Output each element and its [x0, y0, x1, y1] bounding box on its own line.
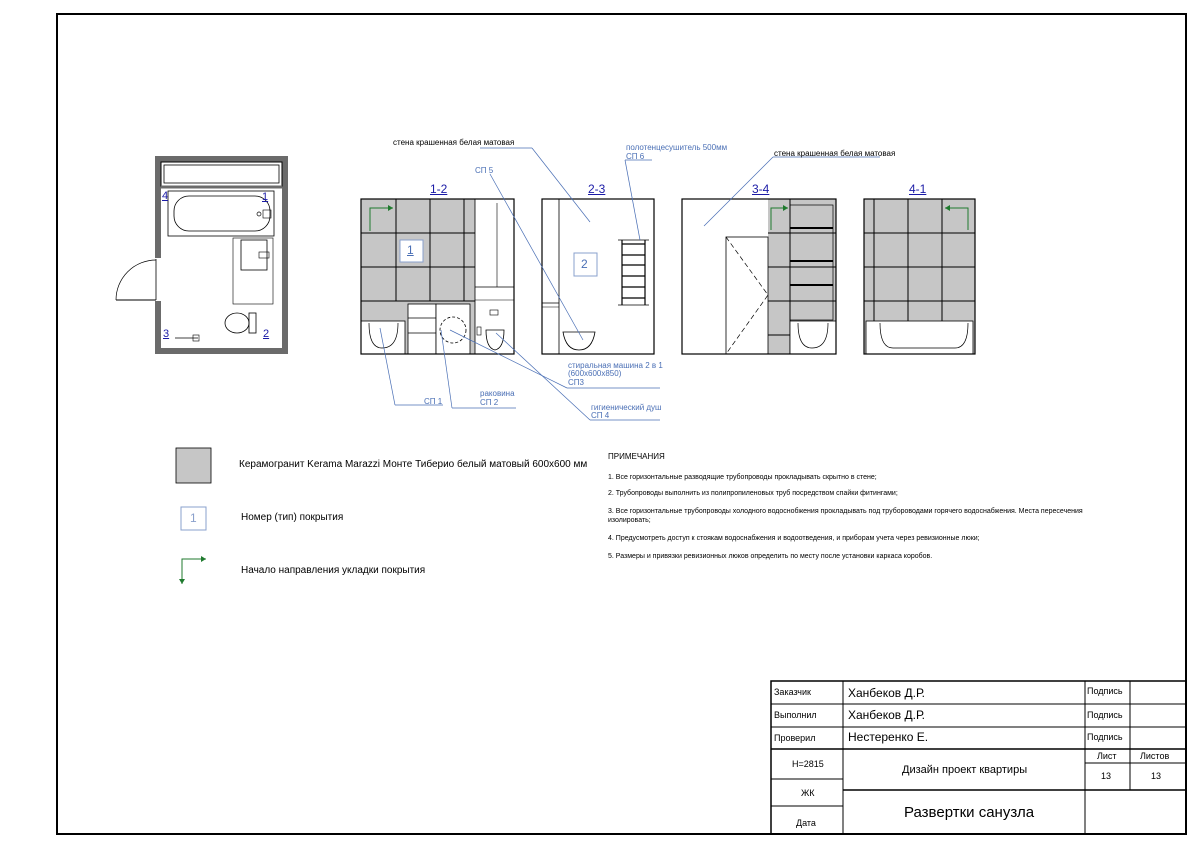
view-title-2-3: 2-3 — [588, 182, 606, 196]
legend-tile-label: Керамогранит Kerama Marazzi Монте Тиберио белый матовый 600х600 мм — [239, 459, 588, 470]
plan-marker-3: 3 — [163, 328, 170, 340]
callout-sink-2: СП 2 — [480, 398, 499, 407]
callout-shower-2: СП 4 — [591, 411, 610, 420]
note-3-cont: изолировать; — [608, 517, 651, 524]
plan-marker-1: 1 — [262, 191, 269, 203]
callout-wall-paint-2: стена крашенная белая матовая — [774, 149, 896, 158]
complex-label: ЖК — [801, 788, 815, 798]
customer-label: Заказчик — [774, 687, 811, 697]
performed-sign-label: Подпись — [1087, 710, 1123, 720]
checked-label: Проверил — [774, 733, 816, 743]
elevation-2-3 — [542, 199, 654, 354]
note-4: 4. Предусмотреть доступ к стоякам водоснабжения и водоотведения, и приборам учета через ревизионные люки; — [608, 535, 980, 542]
view-title-3-4: 3-4 — [752, 182, 770, 196]
callout-wall-paint-1: стена крашенная белая матовая — [393, 138, 515, 147]
sheet-label: Лист — [1097, 751, 1117, 761]
callout-sp5: СП 5 — [475, 166, 494, 175]
date-label: Дата — [796, 818, 816, 828]
checked-name: Нестеренко Е. — [848, 730, 929, 744]
note-5: 5. Размеры и привязки ревизионных люков определить по месту после установки каркаса коробов. — [608, 553, 933, 560]
customer-name: Ханбеков Д.Р. — [848, 686, 926, 700]
notes-title: ПРИМЕЧАНИЯ — [608, 452, 665, 461]
elevation-3-4 — [682, 199, 836, 354]
customer-sign-label: Подпись — [1087, 686, 1123, 696]
view-title-1-2: 1-2 — [430, 182, 448, 196]
performed-name: Ханбеков Д.Р. — [848, 708, 926, 722]
sheets-label: Листов — [1140, 751, 1170, 761]
callout-washer-2: (600х600х850) — [568, 369, 622, 378]
legend-type-number: 1 — [190, 511, 197, 525]
callout-towel-dryer-1: полотенцесушитель 500мм — [626, 143, 728, 152]
plan-marker-2: 2 — [263, 328, 270, 340]
cover-number-1: 1 — [407, 243, 414, 257]
sheet-number: 13 — [1101, 771, 1112, 781]
callout-towel-dryer-2: СП 6 — [626, 152, 645, 161]
note-3: 3. Все горизонтальные трубопроводы холодного водоснобжения прокладывать под трубороводами горячего водоснабжения. Места пересечения — [608, 508, 1083, 515]
project-name: Дизайн проект квартиры — [902, 764, 1028, 776]
callout-washer-1: стиральная машина 2 в 1 — [568, 361, 663, 370]
sheet-frame — [57, 14, 1186, 834]
legend-tile-swatch — [176, 448, 211, 483]
plan-marker-4: 4 — [162, 190, 169, 202]
callout-washer-3: СП3 — [568, 378, 584, 387]
height-value: Н=2815 — [792, 759, 824, 769]
floor-plan — [116, 156, 288, 354]
performed-label: Выполнил — [774, 710, 817, 720]
sheets-count: 13 — [1151, 771, 1162, 781]
elevation-1-2 — [361, 199, 514, 354]
note-2: 2. Трубопроводы выполнить из полипропиленовых труб посредством спайки фитингами; — [608, 490, 898, 497]
legend-direction-label: Начало направления укладки покрытия — [241, 565, 426, 576]
cover-number-2: 2 — [581, 257, 588, 271]
callout-sink-1: раковина — [480, 389, 515, 398]
note-1: 1. Все горизонтальные разводящие трубопроводы прокладывать скрытно в стене; — [608, 474, 877, 481]
legend-direction-arrow — [179, 556, 206, 584]
view-title-4-1: 4-1 — [909, 182, 927, 196]
checked-sign-label: Подпись — [1087, 732, 1123, 742]
callout-sp1: СП 1 — [424, 397, 443, 406]
drawing-title: Развертки санузла — [904, 804, 1035, 821]
elevation-4-1 — [864, 199, 975, 354]
legend-type-label: Номер (тип) покрытия — [241, 512, 344, 523]
callout-shower-1: гигиенический душ — [591, 403, 662, 412]
